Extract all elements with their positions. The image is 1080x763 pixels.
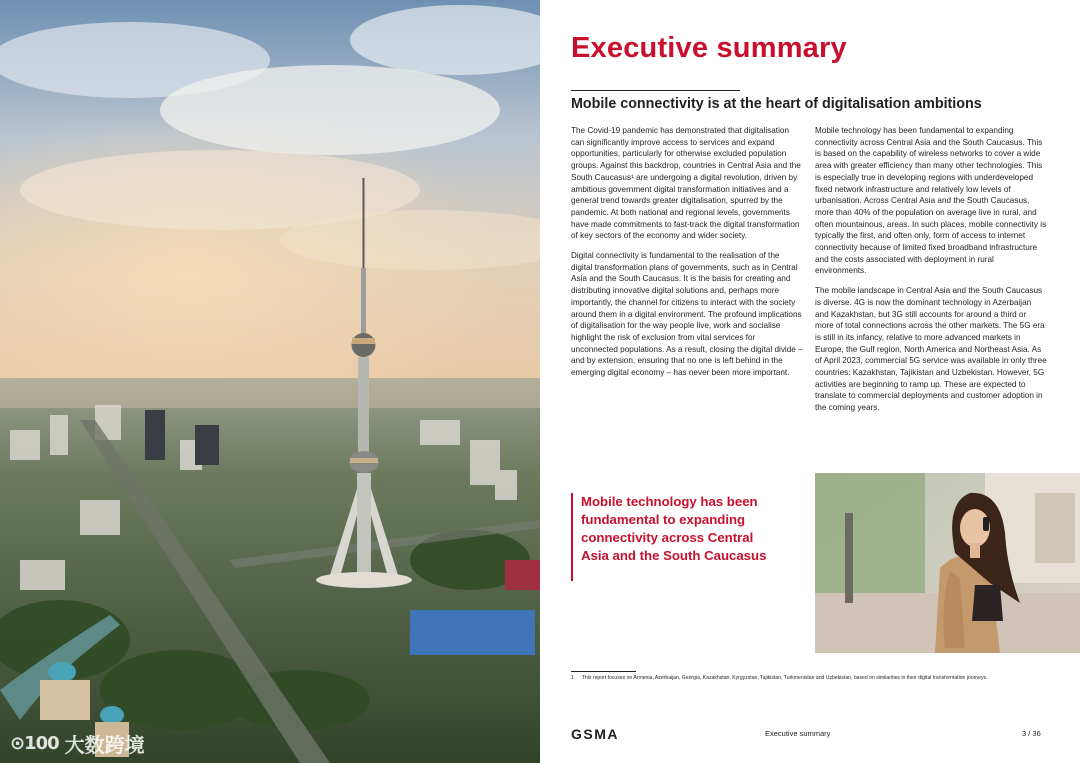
footnote-divider <box>571 671 636 672</box>
page-title: Executive summary <box>571 32 847 64</box>
watermark-logo: ⊙100 <box>10 732 59 754</box>
title-divider <box>571 90 740 91</box>
report-page <box>540 0 1080 763</box>
paragraph: Digital connectivity is fundamental to the realisation of the digital transformation plans of governments, such as in Central Asia and the South Caucasus. It is the basis for creating and distributing innovative digital solutions and, perhaps more importantly, the channel for citizens to interact with the society around them in a digital environment. The profound implications of digitalisation for the way people live, work and socialise highlight the risk of exclusion from vital services for unconnected populations. As a result, closing the digital divide – and by extension, ensuring that no one is left behind in the emerging digital economy – has never been more important. <box>571 251 803 378</box>
watermark-text: 大数跨境 <box>64 732 145 757</box>
paragraph: The mobile landscape in Central Asia and the South Caucasus is diverse. 4G is now the dominant technology in Azerbaijan and Kazakhstan, but 3G still accounts for around a third or more of total connections across the other markets. The 5G era is still in its infancy, relative to more advanced markets in Europe, the Gulf region, North America and Northeast Asia. As of April 2023, commercial 5G service was available in only three countries: Kazakhstan, Tajikistan and Uzbekistan. However, 5G activities are beginning to ramp up. These are expected to translate to commercial deployments and customer adoption in the coming years. <box>815 286 1047 413</box>
section-subtitle: Mobile connectivity is at the heart of digitalisation ambitions <box>571 96 982 112</box>
woman-on-phone-photo <box>815 473 1080 653</box>
paragraph: Mobile technology has been fundamental to expanding connectivity across Central Asia and the South Caucasus. This is based on the capability of wireless networks to cover a wide area with greater efficiency than many other technologies. This is especially true in developing regions with underdeveloped fixed network infrastructure and relatively low levels of urbanisation. Across Central Asia and the South Caucasus, more than 40% of the population on average live in rural, and often mountainous, areas. In such places, mobile connectivity is typically the first, and often only, form of access to internet connectivity because of limited fixed broadband infrastructure and the costs associated with deployment in rural environments. <box>815 126 1047 276</box>
left-text-column <box>571 125 803 387</box>
paragraph: The Covid-19 pandemic has demonstrated that digitalisation can significantly improve access to services and expand opportunities, particularly for otherwise excluded population groups. Against this backdrop, countries in Central Asia and the South Caucasus¹ are undergoing a digital revolution, driven by ambitious government digital transformation initiatives and a general trend towards greater digitalisation, spurred by the pandemic. At both national and regional levels, governments have made commitments to fast-track the digital transformation of key sectors of the economy and wider society. <box>571 126 801 241</box>
footnote-text: This report focuses on Armenia, Azerbaijan, Georgia, Kazakhstan, Kyrgyzstan, Tajikistan, Turkmenistan and Uzbekistan, based on similarities in their digital transformation journeys. <box>581 675 988 681</box>
page-number: 3 / 36 <box>1022 729 1041 738</box>
woman-phone-illustration <box>815 473 1080 653</box>
gsma-logo: GSMA <box>571 726 619 742</box>
footnote-marker: 1 <box>571 675 574 681</box>
watermark <box>10 728 145 758</box>
footnote <box>571 675 1041 682</box>
footer-section-label: Executive summary <box>765 729 831 738</box>
right-text-column <box>815 125 1047 422</box>
pull-quote: Mobile technology has been fundamental to expanding connectivity across Central Asia and the South Caucasus <box>571 493 771 581</box>
